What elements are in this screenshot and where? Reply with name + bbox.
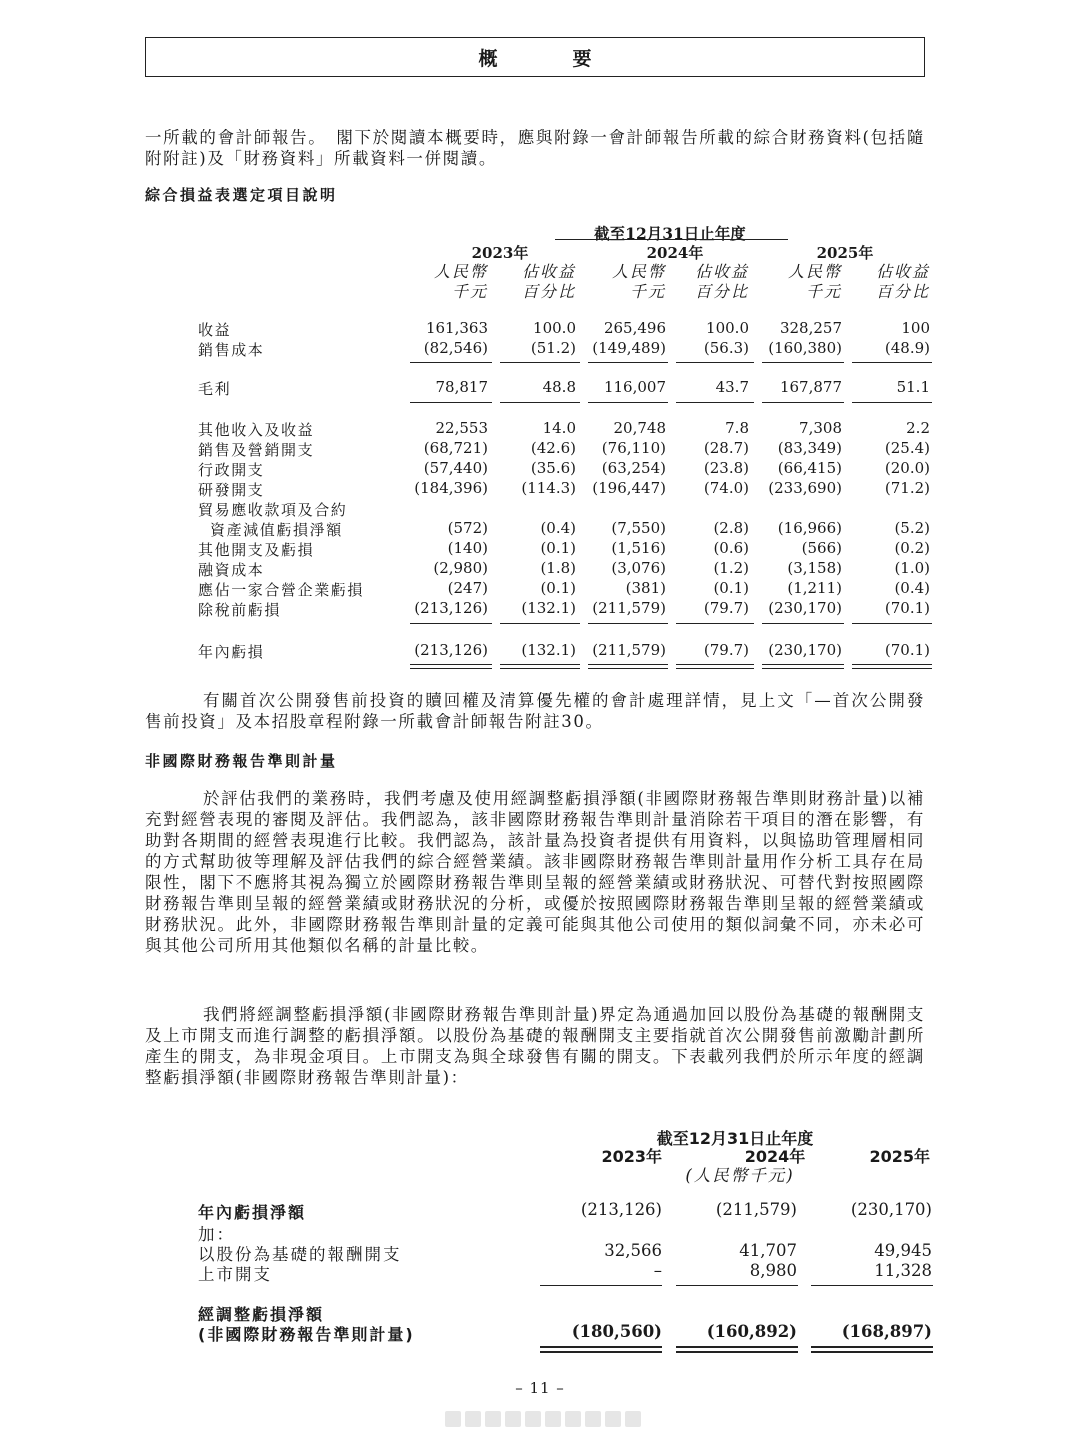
net-loss-2025: (230,170) bbox=[850, 1200, 932, 1219]
listing-2023: – bbox=[653, 1261, 662, 1280]
year-2024: 2024年 bbox=[646, 244, 704, 262]
section-heading-non-ifrs: 非國際財務報告準則計量 bbox=[145, 752, 338, 770]
watermark-blocks bbox=[445, 1411, 655, 1429]
period-rule bbox=[555, 239, 788, 240]
table2-unit: (人民幣千元) bbox=[685, 1166, 795, 1185]
unit-header-1: 人民幣 千元 bbox=[433, 262, 488, 301]
table-row: 其他收入及收益 22,553 14.0 20,748 7.8 7,308 2.2 bbox=[198, 419, 930, 439]
sbc-2025: 49,945 bbox=[874, 1241, 932, 1260]
table-row: 收益 161,363 100.0 265,496 100.0 328,257 100 bbox=[198, 319, 930, 339]
table-row: 其他開支及虧損 (140) (0.1) (1,516) (0.6) (566) (0.2) bbox=[198, 539, 930, 559]
listing-2024: 8,980 bbox=[749, 1261, 797, 1280]
non-ifrs-description-paragraph bbox=[145, 788, 925, 956]
section-title: 概 要 bbox=[478, 47, 620, 70]
year-2025: 2025年 bbox=[816, 244, 874, 262]
table-row: 資產減值虧損淨額 (572) (0.4) (7,550) (2.8) (16,966) (5.2) bbox=[210, 519, 930, 539]
table-row: 銷售成本 (82,546) (51.2) (149,489) (56.3) (160,380) (48.9) bbox=[198, 339, 930, 359]
section-heading-income-statement: 綜合損益表選定項目說明 bbox=[145, 186, 338, 204]
intro-paragraph bbox=[145, 127, 925, 169]
table-row: 除稅前虧損 (213,126) (132.1) (211,579) (79.7) (230,170) (70.1) bbox=[198, 599, 930, 619]
adjusted-label-line2: (非國際財務報告準則計量) bbox=[198, 1325, 415, 1344]
adjusted-2023: (180,560) bbox=[571, 1322, 662, 1341]
unit-header-6: 佔收益 百分比 bbox=[875, 262, 930, 301]
net-loss-label: 年內虧損淨額 bbox=[198, 1203, 307, 1222]
year-2023: 2023年 bbox=[471, 244, 529, 262]
table2-year-2023: 2023年 bbox=[601, 1147, 662, 1166]
listing-2025: 11,328 bbox=[874, 1261, 932, 1280]
sbc-2024: 41,707 bbox=[739, 1241, 797, 1260]
table-row: 行政開支 (57,440) (35.6) (63,254) (23.8) (66,415) (20.0) bbox=[198, 459, 930, 479]
table1-period-header: 截至12月31日止年度 bbox=[594, 224, 746, 243]
net-loss-2023: (213,126) bbox=[580, 1200, 662, 1219]
table-row: 融資成本 (2,980) (1.8) (3,076) (1.2) (3,158) (1.0) bbox=[198, 559, 930, 579]
unit-header-5: 人民幣 千元 bbox=[787, 262, 842, 301]
unit-header-3: 人民幣 千元 bbox=[611, 262, 666, 301]
adjusted-loss-definition-text: 我們將經調整虧損淨額(非國際財務報告準則計量)界定為通過加回以股份為基礎的報酬開支及上市開支而進行調整的虧損淨額。以股份為基礎的報酬開支主要指就首次公開發售前激勵計劃所產生的開支，為非現金項目。上市開支為與全球發售有關的開支。下表載列我們於所示年度的經調整虧損淨額(非國際財務報告準則計量)： bbox=[145, 1005, 925, 1087]
adjusted-loss-definition-paragraph bbox=[145, 1004, 925, 1088]
table2-year-2024: 2024年 bbox=[744, 1147, 806, 1166]
adjusted-2025: (168,897) bbox=[841, 1322, 932, 1341]
unit-header-4: 佔收益 百分比 bbox=[694, 262, 749, 301]
add-label: 加： bbox=[198, 1225, 235, 1244]
sbc-label: 以股份為基礎的報酬開支 bbox=[198, 1245, 402, 1264]
table-row: 銷售及營銷開支 (68,721) (42.6) (76,110) (28.7) (83,349) (25.4) bbox=[198, 439, 930, 459]
unit-header-2: 佔收益 百分比 bbox=[521, 262, 576, 301]
table-row: 應佔一家合營企業虧損 (247) (0.1) (381) (0.1) (1,211) (0.4) bbox=[198, 579, 930, 599]
preipo-note-paragraph bbox=[145, 690, 925, 732]
intro-text: 一所載的會計師報告。 閣下於閱讀本概要時，應與附錄一會計師報告所載的綜合財務資料(包括隨附附註)及「財務資料」所載資料一併閱讀。 bbox=[145, 128, 925, 168]
table-row: 毛利 78,817 48.8 116,007 43.7 167,877 51.1 bbox=[198, 378, 930, 398]
table2-year-2025: 2025年 bbox=[869, 1147, 930, 1166]
table-row: 研發開支 (184,396) (114.3) (196,447) (74.0) (233,690) (71.2) bbox=[198, 479, 930, 499]
listing-label: 上市開支 bbox=[198, 1265, 272, 1284]
section-header-box bbox=[145, 37, 925, 77]
table-row: 年內虧損 (213,126) (132.1) (211,579) (79.7) (230,170) (70.1) bbox=[198, 641, 930, 661]
non-ifrs-description-text: 於評估我們的業務時，我們考慮及使用經調整虧損淨額(非國際財務報告準則財務計量)以補充對經營表現的審閱及評估。我們認為，該非國際財務報告準則計量消除若干項目的潛在影響，有助對各期間的經營表現進行比較。我們認為，該計量為投資者提供有用資料，以與協助管理層相同的方式幫助彼等理解及評估我們的綜合經營業績。該非國際財務報告準則計量用作分析工具存在局限性，閣下不應將其視為獨立於國際財務報告準則呈報的經營業績或財務狀況、可替代對按照國際財務報告準則呈報的經營業績或財務狀況的分析，或優於按照國際財務報告準則呈報的經營業績或財務狀況。此外，非國際財務報告準則計量的定義可能與其他公司使用的類似詞彙不同，亦未必可與其他公司所用其他類似名稱的計量比較。 bbox=[145, 789, 925, 955]
table2-period-header: 截至12月31日止年度 bbox=[656, 1129, 814, 1148]
net-loss-2024: (211,579) bbox=[715, 1200, 797, 1219]
preipo-note-text: 有關首次公開發售前投資的贖回權及清算優先權的會計處理詳情，見上文「—首次公開發售前投資」及本招股章程附錄一所載會計師報告附註30。 bbox=[145, 691, 925, 731]
sbc-2023: 32,566 bbox=[604, 1241, 662, 1260]
adjusted-2024: (160,892) bbox=[706, 1322, 797, 1341]
page-number: – 11 – bbox=[515, 1379, 565, 1397]
adjusted-label-line1: 經調整虧損淨額 bbox=[198, 1305, 325, 1324]
table-row: 貿易應收款項及合約 bbox=[198, 501, 348, 519]
